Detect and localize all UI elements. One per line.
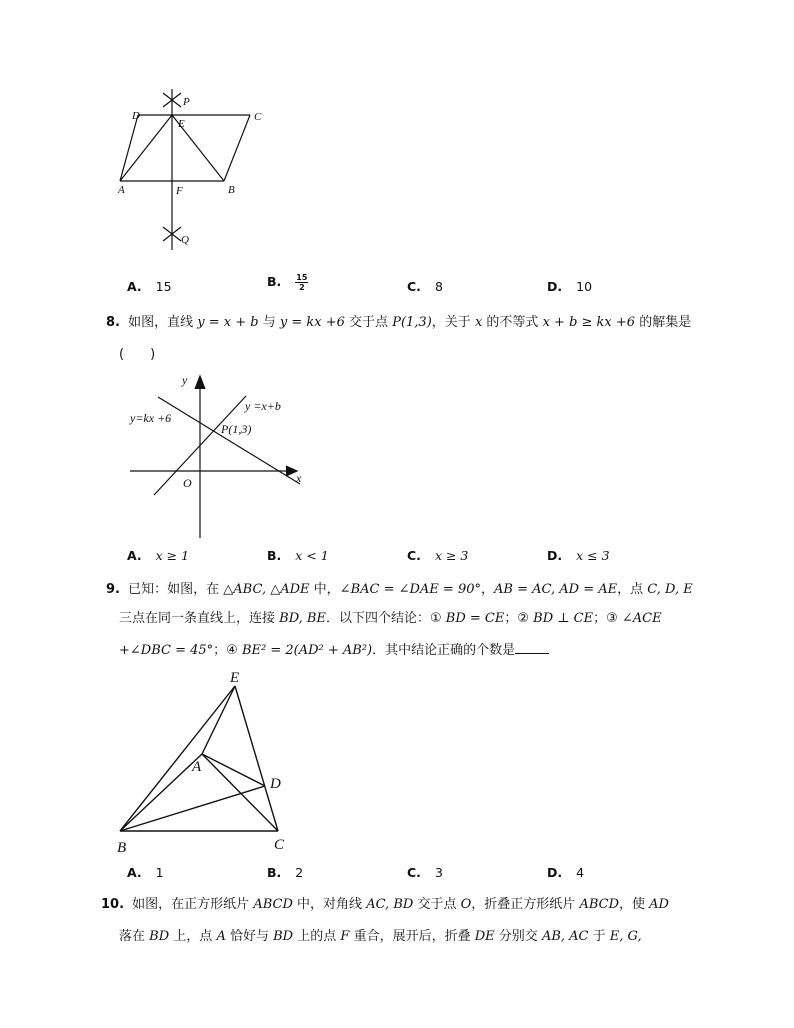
- fraction-numerator: 15: [296, 273, 308, 282]
- q8-option-b[interactable]: [267, 548, 329, 563]
- q10-line-1: [101, 895, 669, 915]
- q8-option-d[interactable]: [547, 548, 610, 563]
- text: 中，: [313, 582, 340, 597]
- text: ；③: [593, 611, 618, 626]
- text: 落在: [119, 929, 146, 944]
- math: AC, BD: [366, 897, 414, 912]
- option-key: B.: [267, 865, 282, 880]
- math: AB, AC: [541, 929, 589, 944]
- math: BE² = 2(AD² + AB²): [241, 643, 373, 658]
- math: C, D, E: [647, 582, 693, 597]
- option-value: 1: [155, 865, 164, 880]
- math: △ABC, △ADE: [223, 582, 310, 597]
- segment-AE: [202, 686, 235, 754]
- q8-option-a[interactable]: [127, 548, 189, 563]
- segment-AE: [120, 115, 172, 181]
- text: ，关于: [431, 315, 471, 330]
- text: 重合，展开后，折叠: [353, 929, 471, 944]
- math: E, G,: [609, 929, 642, 944]
- label-C: C: [254, 111, 262, 123]
- question-number: 8.: [106, 315, 120, 330]
- math: BD: [273, 929, 294, 944]
- q7-option-a[interactable]: [127, 279, 172, 294]
- math: ABCD: [579, 897, 619, 912]
- label-E: E: [178, 118, 185, 130]
- text: ，点: [617, 582, 644, 597]
- option-value: 4: [576, 865, 585, 880]
- answer-blank[interactable]: [515, 640, 549, 654]
- label-B: B: [117, 840, 127, 856]
- math: P(1,3): [392, 315, 432, 330]
- text: 恰好与: [229, 929, 269, 944]
- text: 于: [592, 929, 606, 944]
- point-p-label: P(1,3): [221, 422, 252, 436]
- math: BD ⊥ CE: [533, 611, 594, 626]
- q7-option-d[interactable]: [547, 279, 592, 294]
- label-A: A: [118, 184, 125, 196]
- question-number: 9.: [106, 582, 120, 597]
- text: ；②: [504, 611, 530, 626]
- text: 的不等式: [486, 315, 539, 330]
- math: ∠BAC = ∠DAE = 90°: [339, 582, 482, 597]
- option-key: D.: [547, 548, 563, 563]
- label-Q: Q: [181, 234, 189, 246]
- math: x + b ≥ kx +6: [542, 315, 636, 330]
- option-key: C.: [407, 865, 421, 880]
- option-value: 15: [155, 279, 172, 294]
- label-D: D: [132, 110, 140, 122]
- text: 上，点: [173, 929, 213, 944]
- figure-triangles: [112, 668, 302, 856]
- option-key: B.: [267, 548, 282, 563]
- q9-option-a[interactable]: [127, 865, 164, 880]
- option-value: x < 1: [295, 548, 329, 563]
- label-C: C: [274, 837, 285, 853]
- option-key: C.: [407, 279, 421, 294]
- segment-BE: [120, 686, 235, 831]
- math: O: [460, 897, 472, 912]
- text: ；④: [213, 643, 238, 658]
- segment-BD: [120, 786, 265, 831]
- x-axis-label: x: [296, 471, 302, 485]
- q9-line-2: [119, 609, 662, 629]
- q10-line-2: [119, 927, 642, 947]
- y-axis-arrow: [195, 376, 205, 389]
- label-A: A: [192, 759, 202, 775]
- math: ABCD: [253, 897, 293, 912]
- figure-parallelogram: [110, 85, 270, 255]
- math: x: [474, 315, 483, 330]
- segment-BA: [120, 754, 202, 831]
- option-value: x ≥ 3: [434, 548, 469, 563]
- label-E: E: [230, 670, 240, 686]
- option-key: D.: [547, 279, 563, 294]
- text: ，折叠正方形纸片: [471, 897, 576, 912]
- math: BD: [149, 929, 170, 944]
- label-B: B: [228, 184, 235, 196]
- option-value: 2: [295, 865, 304, 880]
- label-F: F: [176, 185, 183, 197]
- fraction-denominator: 2: [299, 283, 305, 292]
- math: AB = AC, AD = AE: [494, 582, 618, 597]
- question-number: 10.: [101, 897, 125, 912]
- q8-bracket: ( ): [119, 347, 156, 362]
- text: ．其中结论正确的个数是: [372, 643, 516, 658]
- option-key: B.: [267, 274, 282, 289]
- text: 交于点: [417, 897, 457, 912]
- math: ∠ACE: [621, 611, 662, 626]
- q9-line-3: [119, 640, 549, 661]
- option-value: x ≥ 1: [155, 548, 190, 563]
- q9-option-d[interactable]: [547, 865, 584, 880]
- q8-stem: [106, 313, 691, 333]
- math: DE: [474, 929, 495, 944]
- option-value: 8: [434, 279, 443, 294]
- line-xb-label: y =x+b: [245, 399, 281, 413]
- q7-option-b[interactable]: [267, 273, 308, 292]
- text: ，: [481, 582, 495, 597]
- math: +∠DBC = 45°: [119, 643, 214, 658]
- math: F: [340, 929, 350, 944]
- figure-coordinate-lines: [120, 370, 310, 540]
- text: 三点在同一条直线上，连接: [119, 611, 276, 626]
- text: 如图，在正方形纸片: [132, 897, 250, 912]
- text: 分别交: [498, 929, 538, 944]
- text: 上的点: [297, 929, 337, 944]
- option-key: D.: [547, 865, 563, 880]
- segment-BC: [224, 115, 250, 181]
- origin-label: O: [183, 476, 192, 490]
- label-P: P: [183, 96, 190, 108]
- option-value: 3: [434, 865, 443, 880]
- option-key: A.: [127, 865, 142, 880]
- fraction: [295, 273, 308, 292]
- line-kx6-label: y=kx +6: [130, 411, 172, 425]
- option-key: A.: [127, 279, 142, 294]
- option-key: C.: [407, 548, 421, 563]
- option-value: 10: [576, 279, 593, 294]
- math: BD, BE: [279, 611, 326, 626]
- option-key: A.: [127, 548, 142, 563]
- text: 与: [262, 315, 276, 330]
- segment-AD: [120, 115, 138, 181]
- q9-line-1: [106, 580, 693, 600]
- text: 的解集是: [639, 315, 692, 330]
- math: BD = CE: [445, 611, 505, 626]
- option-value: x ≤ 3: [576, 548, 610, 563]
- math: A: [216, 929, 226, 944]
- y-axis-label: y: [182, 373, 188, 387]
- segment-AD: [202, 754, 265, 786]
- math: y = x + b: [197, 315, 259, 330]
- text: 交于点: [349, 315, 389, 330]
- math: y = kx +6: [279, 315, 345, 330]
- math: AD: [649, 897, 669, 912]
- q9-option-c[interactable]: [407, 865, 443, 880]
- text: 中，对角线: [297, 897, 363, 912]
- label-D: D: [270, 776, 281, 792]
- text: ，使: [619, 897, 646, 912]
- q7-option-c[interactable]: [407, 279, 443, 294]
- text: ．以下四个结论：①: [325, 611, 442, 626]
- text: 已知：如图，在: [128, 582, 220, 597]
- text: 如图，直线: [128, 315, 194, 330]
- q9-option-b[interactable]: [267, 865, 303, 880]
- q8-option-c[interactable]: [407, 548, 468, 563]
